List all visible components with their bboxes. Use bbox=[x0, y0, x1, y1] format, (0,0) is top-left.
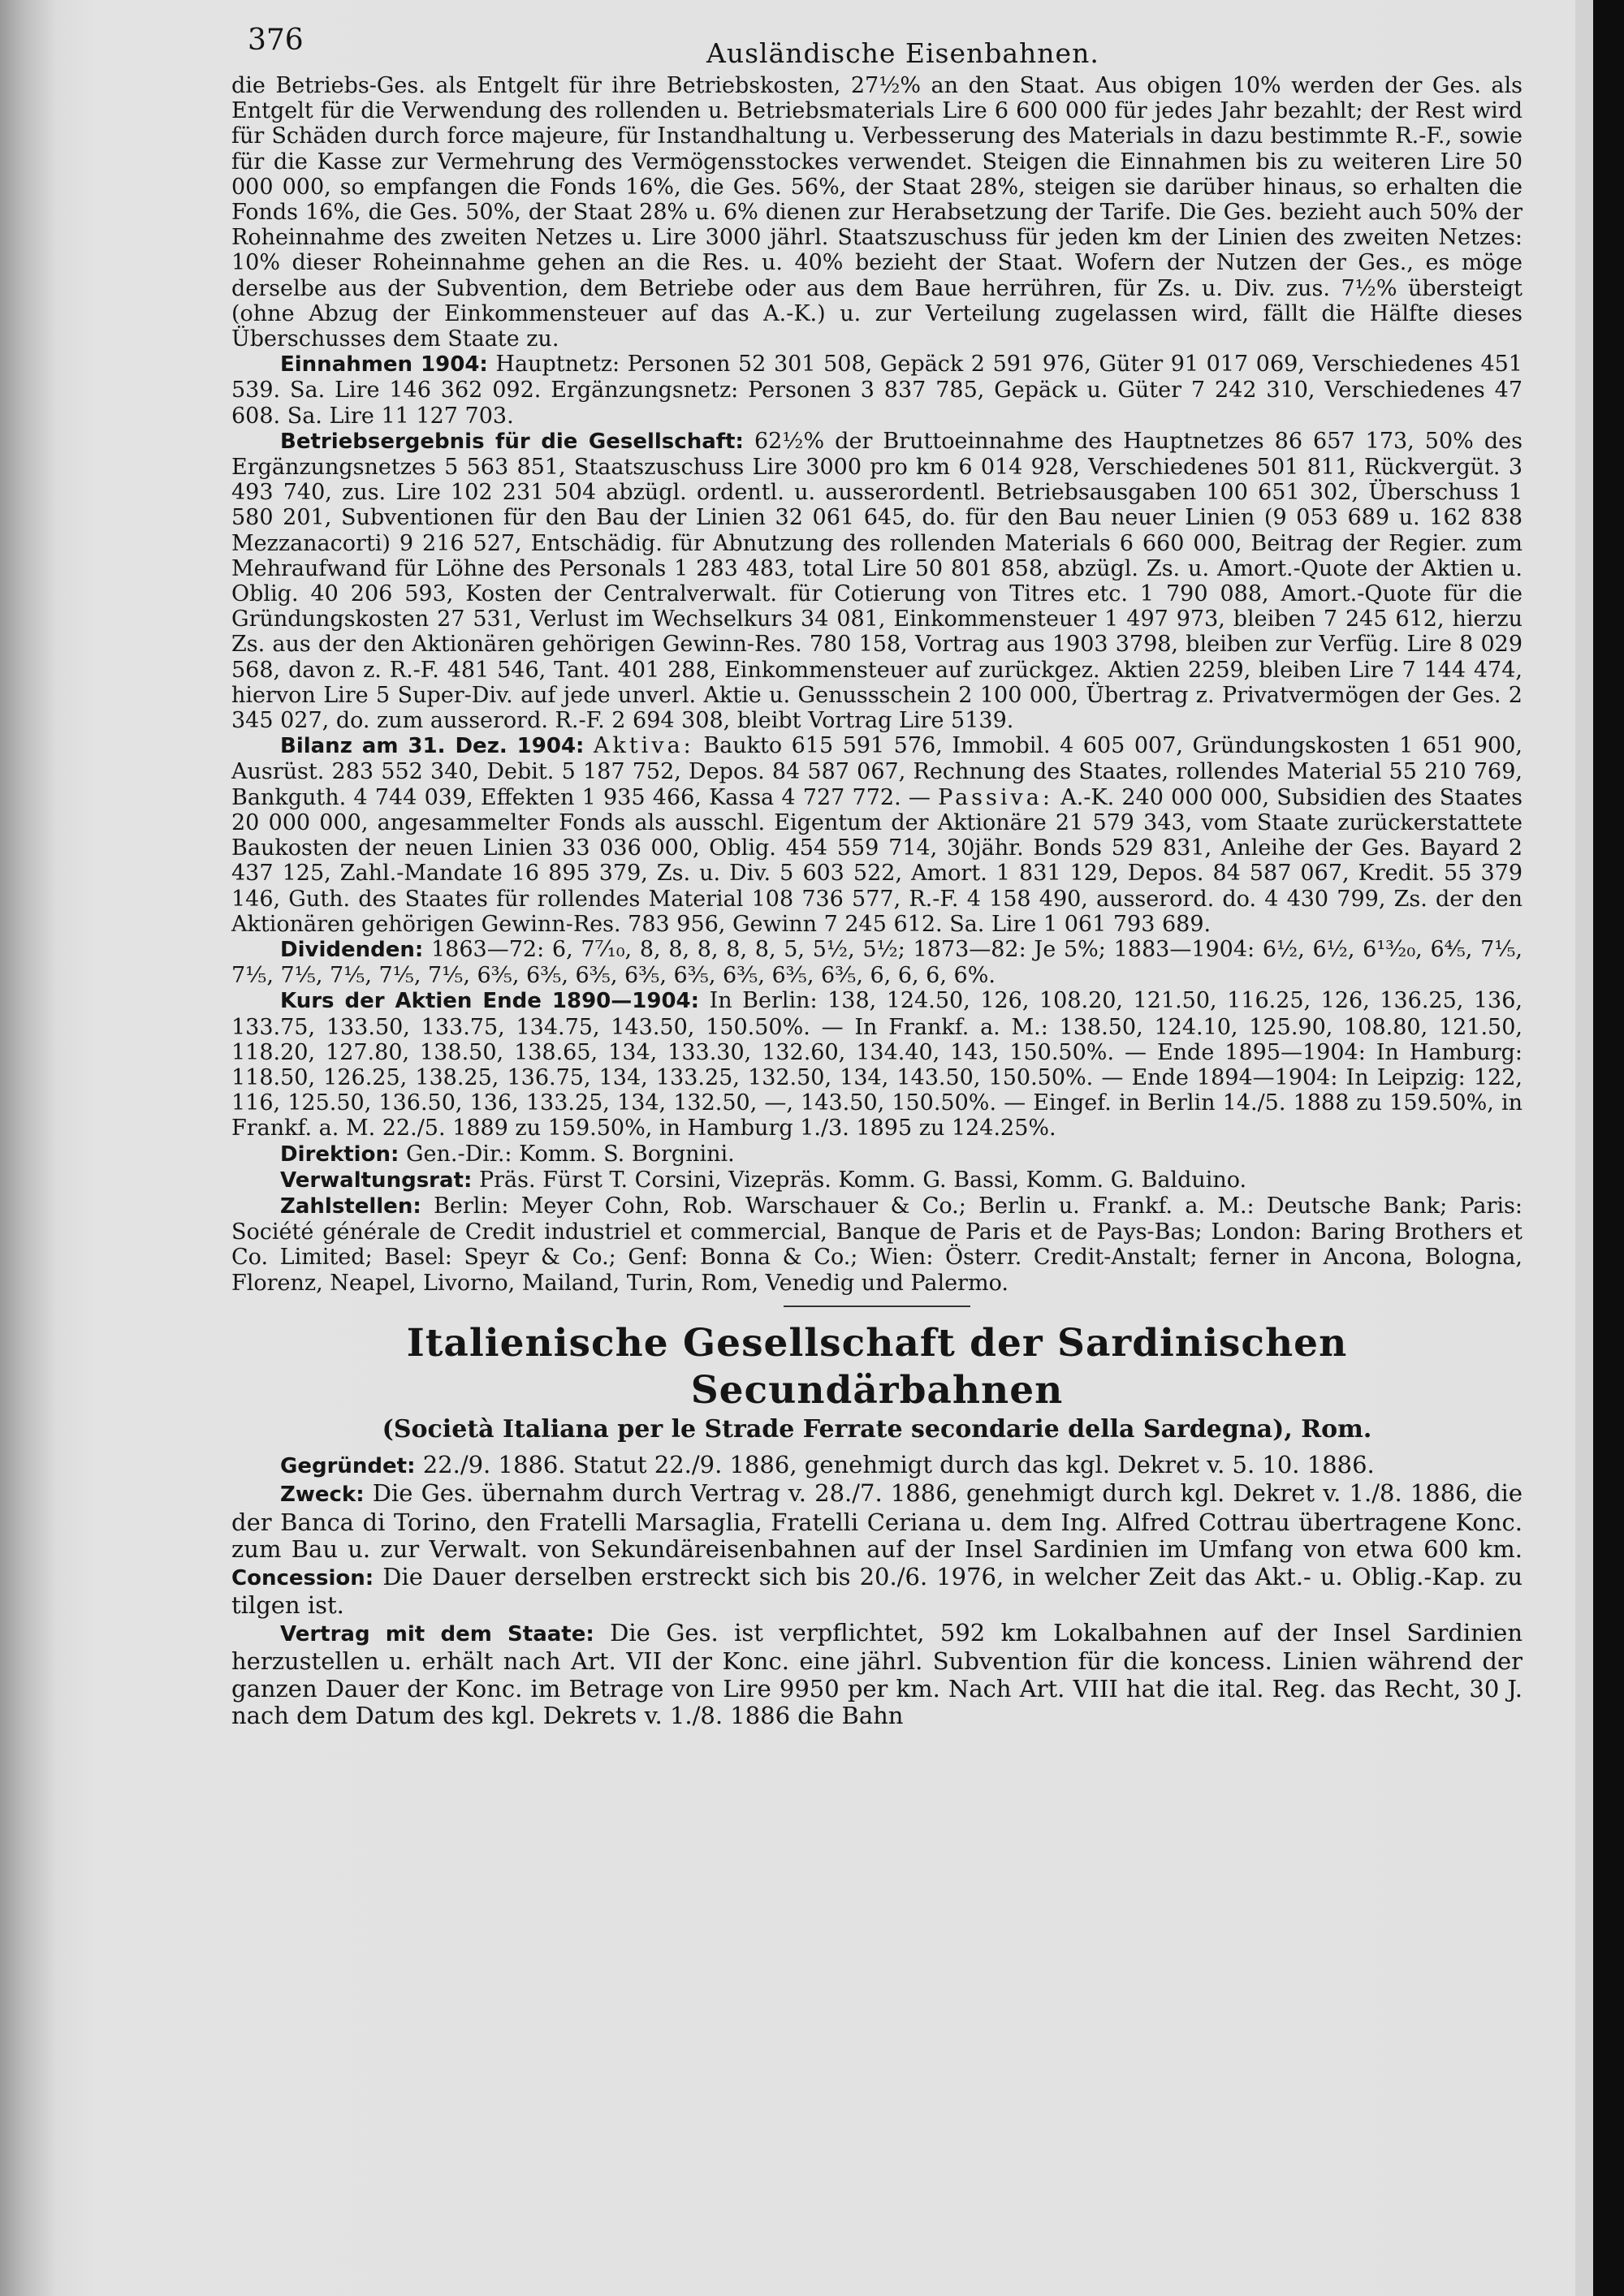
label-zahlstellen: Zahlstellen: bbox=[280, 1193, 421, 1219]
text-direktion: Gen.-Dir.: Komm. S. Borgnini. bbox=[405, 1141, 735, 1167]
paragraph-gegruendet bbox=[231, 1452, 1522, 1481]
text-passiva: A.-K. 240 000 000, Subsidien des Staates 20 000 000, angesammelter Fonds als ausschl. Eigentum der Aktionäre 21 579 343, vom Staate zurückerstattete Baukosten der neuen Linien 33 036 000, Oblig. 454 559 714, 30jähr. Bonds 529 831, Anleihe der Ges. Bayard 2 437 125, Zahl.-Mandate 16 895 379, Zs. u. Div. 5 603 522, Amort. 1 831 129, Depos. 84 587 067, Kredit. 55 379 146, Guth. des Staates für rollendes Material 108 736 577, R.-F. 4 158 490, ausserord. do. 4 430 799, Zs. der den Aktionären gehörigen Gewinn-Res. 783 956, Gewinn 7 245 612. Sa. Lire 1 061 793 689. bbox=[231, 784, 1522, 937]
section-divider bbox=[784, 1306, 970, 1307]
paragraph-direktion bbox=[231, 1142, 1522, 1167]
paragraph-zahlstellen bbox=[231, 1193, 1522, 1296]
label-gegruendet: Gegründet: bbox=[280, 1453, 416, 1478]
label-einnahmen: Einnahmen 1904: bbox=[280, 352, 488, 378]
page-number: 376 bbox=[248, 24, 304, 57]
paragraph-einnahmen bbox=[231, 352, 1522, 429]
text-kurs: In Berlin: 138, 124.50, 126, 108.20, 121.50, 116.25, 126, 136.25, 136, 133.75, 133.50, 133.75, 134.75, 143.50, 150.50%. — In Frankf. a. M.: 138.50, 124.10, 125.90, 108.80, 121.50, 118.20, 127.80, 138.50, 138.65, 134, 133.30, 132.60, 134.40, 143, 150.50%. — Ende 1895—1904: In Hamburg: 118.50, 126.25, 138.25, 136.75, 134, 133.25, 132.50, 134, 143.50, 150.50%. — Ende 1894—1904: In Leipzig: 122, 116, 125.50, 136.50, 136, 133.25, 134, 132.50, —, 143.50, 150.50%. — Eingef. in Berlin 14./5. 1888 zu 159.50%, in Frankf. a. M. 22./5. 1889 zu 159.50%, in Hamburg 1./3. 1895 zu 124.25%. bbox=[231, 988, 1522, 1142]
text-verwaltungsrat: Präs. Fürst T. Corsini, Vizepräs. Komm. G. Bassi, Komm. G. Balduino. bbox=[478, 1167, 1247, 1193]
text-zahlstellen: Berlin: Meyer Cohn, Rob. Warschauer & Co.; Berlin u. Frankf. a. M.: Deutsche Bank; Paris: Société générale de Credit industriel et commercial, Banque de Paris et de Pays-Bas; London: Baring Brothers et Co. Limited; Basel: Speyr & Co.; Genf: Bonna & Co.; Wien: Österr. Credit-Anstalt; ferner in Ancona, Bologna, Florenz, Neapel, Livorno, Mailand, Turin, Rom, Venedig und Palermo. bbox=[231, 1193, 1522, 1296]
label-passiva: Passiva: bbox=[938, 784, 1053, 810]
paragraph-kurs bbox=[231, 988, 1522, 1141]
section-body bbox=[231, 1452, 1522, 1730]
label-concession: Concession: bbox=[231, 1565, 374, 1590]
text-zweck: Die Ges. übernahm durch Vertrag v. 28./7. 1886, genehmigt durch kgl. Dekret v. 1./8. 1886, die der Banca di Torino, den Fratelli Marsaglia, Fratelli Ceriana u. dem Ing. Alfred Cottrau übertragene Konc. zum Bau u. zur Verwalt. von Sekundäreisenbahnen auf der Insel Sardinien im Umfang von etwa 600 km. bbox=[231, 1479, 1522, 1564]
label-bilanz: Bilanz am 31. Dez. 1904: bbox=[280, 734, 585, 759]
text-vertrag: Die Ges. ist verpflichtet, 592 km Lokalbahnen auf der Insel Sardinien herzustellen u. erhält nach Art. VII der Konc. eine jährl. Subvention für die koncess. Linien während der ganzen Dauer der Konc. im Betrage von Lire 9950 per km. Nach Art. VIII hat die ital. Reg. das Recht, 30 J. nach dem Datum des kgl. Dekrets v. 1./8. 1886 die Bahn bbox=[231, 1618, 1522, 1730]
paragraph-vertrag bbox=[231, 1620, 1522, 1730]
text-dividenden: 1863—72: 6, 7⁷⁄₁₀, 8, 8, 8, 8, 8, 5, 5½, 5½; 1873—82: Je 5%; 1883—1904: 6½, 6½, 6¹³⁄₂₀, 6⁴⁄₅, 7¹⁄₅, 7¹⁄₅, 7¹⁄₅, 7¹⁄₅, 7¹⁄₅, 7¹⁄₅, 6³⁄₅, 6³⁄₅, 6³⁄₅, 6³⁄₅, 6³⁄₅, 6³⁄₅, 6³⁄₅, 6³⁄₅, 6, 6, 6, 6%. bbox=[231, 936, 1522, 989]
label-zweck: Zweck: bbox=[280, 1482, 365, 1508]
paragraph-dividenden bbox=[231, 937, 1522, 988]
label-direktion: Direktion: bbox=[280, 1142, 400, 1167]
paragraph-verwaltungsrat bbox=[231, 1167, 1522, 1193]
page-header bbox=[231, 24, 1522, 73]
scan-edge-bar bbox=[1593, 0, 1624, 2296]
label-verwaltungsrat: Verwaltungsrat: bbox=[280, 1167, 473, 1193]
text-aktiva: Baukto 615 591 576, Immobil. 4 605 007, Gründungskosten 1 651 900, Ausrüst. 283 552 340, Debit. 5 187 752, Depos. 84 587 067, Rechnung des Staates, rollendes Material 55 210 769, Bankguth. 4 744 039, Effekten 1 935 466, Kassa 4 727 772. — bbox=[231, 733, 1522, 810]
label-betriebsergebnis: Betriebsergebnis für die Gesellschaft: bbox=[280, 429, 744, 454]
paragraph-bilanz bbox=[231, 733, 1522, 937]
paragraph-intro: die Betriebs-Ges. als Entgelt für ihre Betriebskosten, 27½% an den Staat. Aus obigen 10% werden der Ges. als Entgelt für die Verwendung des rollenden u. Betriebsmaterials Lire 6 600 000 für jedes Jahr bezahlt; der Rest wird für Schäden durch force majeure, für Instandhaltung u. Verbesserung des Materials in dazu bestimmte R.-F., sowie für die Kasse zur Vermehrung des Vermögensstockes verwendet. Steigen die Einnahmen bis zu weiteren Lire 50 000 000, so empfangen die Fonds 16%, die Ges. 56%, der Staat 28%, steigen sie darüber hinaus, so erhalten die Fonds 16%, die Ges. 50%, der Staat 28% u. 6% dienen zur Herabsetzung der Tarife. Die Ges. bezieht auch 50% der Roheinnahme des zweiten Netzes u. Lire 3000 jährl. Staatszuschuss für jeden km der Linien des zweiten Netzes: 10% dieser Roheinnahme gehen an die Res. u. 40% bezieht der Staat. Wofern der Nutzen der Ges., es möge derselbe aus der Subvention, dem Betriebe oder aus dem Baue herrühren, für Zs. u. Div. zus. 7½% übersteigt (ohne Abzug der Einkommensteuer auf das A.-K.) u. zur Verteilung zugelassen wird, fällt die Hälfte dieses Überschusses dem Staate zu. bbox=[231, 73, 1522, 352]
running-title: Ausländische Eisenbahnen. bbox=[706, 37, 1099, 69]
paragraph-betriebsergebnis bbox=[231, 429, 1522, 733]
text-einnahmen: Hauptnetz: Personen 52 301 508, Gepäck 2 591 976, Güter 91 017 069, Verschiedenes 451 539. Sa. Lire 146 362 092. Ergänzungsnetz: Personen 3 837 785, Gepäck u. Güter 7 242 310, Verschiedenes 47 608. Sa. Lire 11 127 703. bbox=[231, 352, 1522, 429]
section-title: Italienische Gesellschaft der Sardinischen Secundärbahnen bbox=[406, 1320, 1348, 1413]
label-kurs: Kurs der Aktien Ende 1890—1904: bbox=[280, 989, 700, 1014]
text-betriebsergebnis: 62½% der Bruttoeinnahme des Hauptnetzes 86 657 173, 50% des Ergänzungsnetzes 5 563 851, Staatszuschuss Lire 3000 pro km 6 014 928, Verschiedenes 501 811, Rückvergüt. 3 493 740, zus. Lire 102 231 504 abzügl. ordentl. u. ausserordentl. Betriebsausgaben 100 651 302, Überschuss 1 580 201, Subventionen für den Bau der Linien 32 061 645, do. für den Bau neuer Linien (9 053 689 u. 162 838 Mezzanacorti) 9 216 527, Entschädig. für Abnutzung des rollenden Materials 6 660 000, Beitrag der Regier. zum Mehraufwand für Löhne des Personals 1 283 483, total Lire 50 801 858, abzügl. Zs. u. Amort.-Quote der Aktien u. Oblig. 40 206 593, Kosten der Centralverwalt. für Cotierung von Titres etc. 1 790 088, Amort.-Quote für die Gründungskosten 27 531, Verlust im Wechselkurs 34 081, Einkommensteuer 1 497 973, bleiben 7 245 612, hierzu Zs. aus der den Aktionären gehörigen Gewinn-Res. 780 158, Vortrag aus 1903 3798, bleiben zur Verfüg. Lire 8 029 568, davon z. R.-F. 481 546, Tant. 401 288, Einkommensteuer auf zurückgez. Aktien 2259, bleiben Lire 7 144 474, hiervon Lire 5 Super-Div. auf jede unverl. Aktie u. Genussschein 2 100 000, Übertrag z. Privatvermögen der Ges. 2 345 027, do. zum ausserord. R.-F. 2 694 308, bleibt Vortrag Lire 5139. bbox=[231, 428, 1522, 734]
label-aktiva: Aktiva: bbox=[593, 733, 694, 759]
page-content bbox=[231, 24, 1522, 1730]
label-vertrag: Vertrag mit dem Staate: bbox=[280, 1621, 594, 1646]
text-concession: Die Dauer derselben erstreckt sich bis 20./6. 1976, in welcher Zeit das Akt.- u. Oblig.-Kap. zu tilgen ist. bbox=[231, 1562, 1523, 1620]
paragraph-zweck bbox=[231, 1480, 1522, 1620]
section-subtitle: (Società Italiana per le Strade Ferrate secondarie della Sardegna), Rom. bbox=[382, 1414, 1372, 1444]
label-dividenden: Dividenden: bbox=[280, 937, 424, 962]
text-gegruendet: 22./9. 1886. Statut 22./9. 1886, genehmigt durch das kgl. Dekret v. 5. 10. 1886. bbox=[422, 1450, 1375, 1478]
